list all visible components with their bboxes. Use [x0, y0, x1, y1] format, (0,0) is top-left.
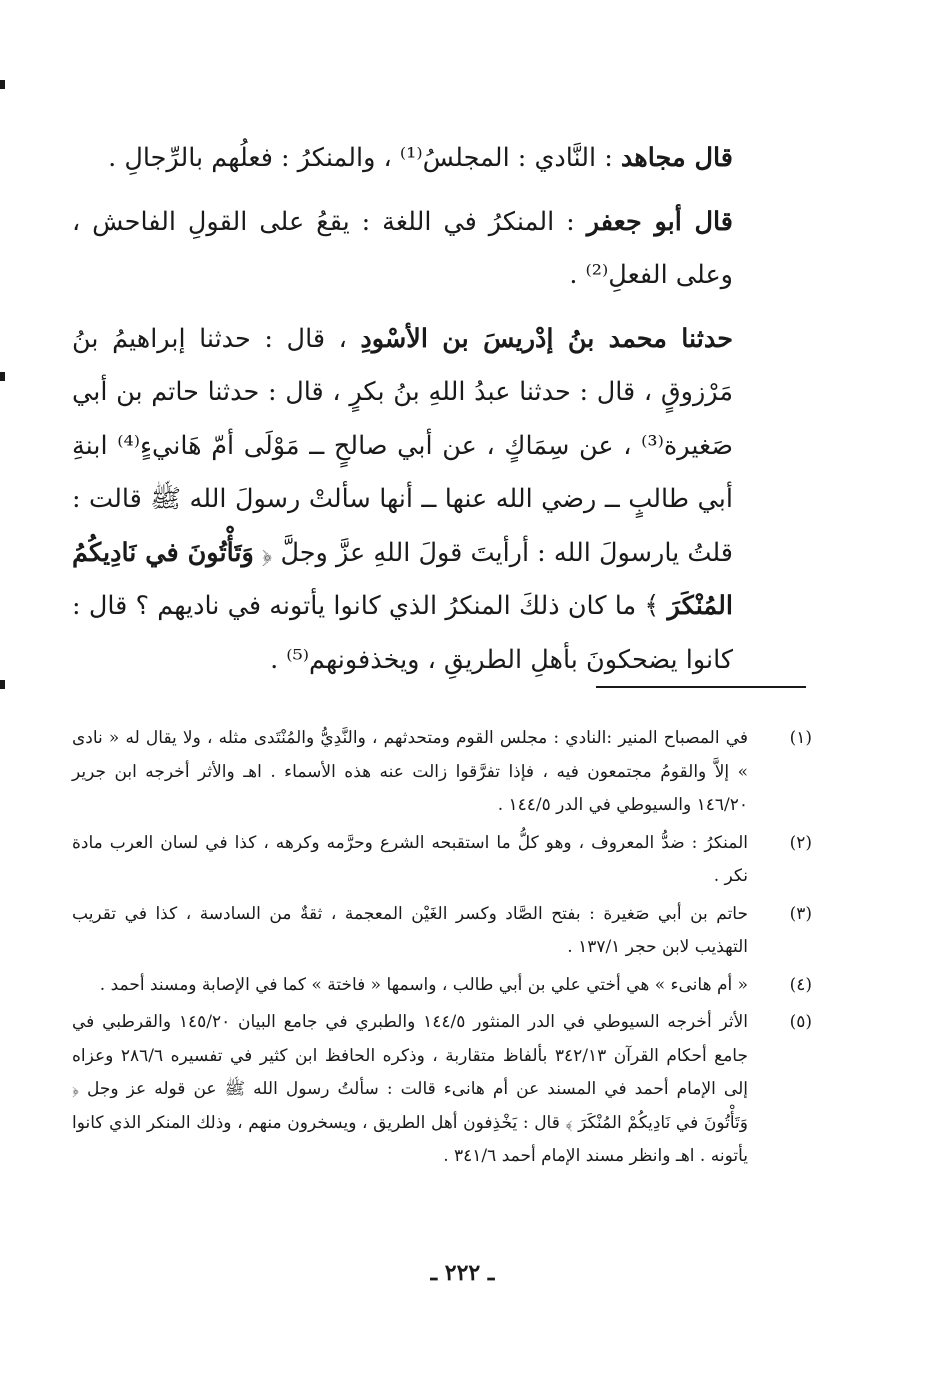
footnote — [72, 827, 812, 894]
footnote-number: (٤) — [789, 974, 812, 995]
footnote-text: « أم هانىء » هي أختي علي بن أبي طالب ، واسمها « فاختة » كما في الإصابة ومسند أحمد . — [99, 974, 748, 995]
paragraph-hadith — [72, 313, 733, 688]
paragraph-text: ﴾ ما كان ذلكَ المنكرُ الذي كانوا يأتونه في ناديهم ؟ قال : كانوا يضحكونَ بأهلِ الطريقِ ، ويخذفونهم⁽⁵⁾ . — [72, 591, 733, 675]
footnote-text: في المصباح المنير :النادي : مجلس القوم ومتحدثهم ، والنَّدِيُّ والمُنْتَدى مثله ، ولا يقال له « نادى » إلاَّ والقومُ مجتمعون فيه ، فإذا تفرَّقوا زالت عنه هذه الأسماء . اهـ والأثر أخرجه ابن جرير ١٤٦/٢٠ والسيوطي في الدر ١٤٤/٥ . — [72, 728, 748, 815]
speaker-label: قال أبو جعفر — [586, 206, 734, 237]
narrator-label: حدثنا محمد بنُ إدْريسَ بن الأسْودِ — [360, 323, 733, 354]
footnote — [72, 1006, 812, 1174]
footnote-number: (٥) — [789, 1012, 812, 1032]
footnote-text: المنكرُ : ضدُّ المعروف ، وهو كلُّ ما استقبحه الشرع وحرَّمه وكرهه ، كذا في لسان العرب مادة نكر . — [72, 832, 748, 886]
footnote — [72, 898, 812, 965]
paragraph-text: : النَّادي : المجلسُ⁽¹⁾ ، والمنكرُ : فعلُهم بالرِّجالِ . — [108, 143, 621, 173]
margin-mark — [0, 80, 5, 89]
page-number: ـ ٢٢٢ ـ — [430, 1260, 495, 1286]
speaker-label: قال مجاهد — [620, 143, 733, 173]
quran-quote: وَتَأْتُونَ في نَادِيكُمُ المُنْكَرَ — [72, 537, 733, 621]
footnote-separator — [596, 686, 806, 688]
margin-mark — [0, 680, 5, 689]
footnotes — [72, 722, 812, 1178]
paragraph-mujahid — [72, 132, 733, 186]
paragraph-text: ، قال : حدثنا إبراهيمُ بنُ مَرْزوقٍ ، قال : حدثنا عبدُ اللهِ بنُ بكرٍ ، قال : حدثنا حاتم بن أبي صَغيرة⁽³⁾ ، عن سِمَاكٍ ، عن أبي صالحٍ ــ مَوْلَى أمّ هَانيءٍ⁽⁴⁾ ابنةِ أبي طالبٍ ــ رضي الله عنها ــ أنها سألتْ رسولَ الله ﷺ قالت : قلتُ يارسولَ الله : أرأيتَ قولَ اللهِ عزَّ وجلَّ ﴿ — [72, 323, 734, 568]
paragraph-abu-jafar — [72, 196, 733, 303]
footnote-text: حاتم بن أبي صَغيرة : بفتح الصَّاد وكسر الغَيْن المعجمة ، ثقةٌ من السادسة ، كذا في تقريب التهذيب لابن حجر ١٣٧/١ . — [72, 903, 748, 957]
footnote — [72, 722, 812, 823]
paragraph-text: : المنكرُ في اللغة : يقعُ على القولِ الفاحش ، وعلى الفعلِ⁽²⁾ . — [72, 206, 733, 290]
main-text — [72, 132, 733, 687]
footnote-number: (١) — [789, 728, 812, 748]
footnote-text: الأثر أخرجه السيوطي في الدر المنثور ١٤٤/٥ والطبري في جامع البيان ١٤٥/٢٠ والقرطبي في جامع أحكام القرآن ٣٤٢/١٣ بألفاظ متقاربة ، وذكره الحافظ ابن كثير في تفسيره ٢٨٦/٦ وعزاه إلى الإمام أحمد في المسند عن أم هانىء قالت : سألتُ رسول الله ﷺ عن قوله عز وجل ﴿ وَتَأْتُونَ في نَادِيكُمْ المُنْكَرَ ﴾ قال : يَخْذِفون أهل الطريق ، ويسخرون منهم ، وذلك المنكر الذي كانوا يأتونه . اهـ وانظر مسند الإمام أحمد ٣٤١/٦ . — [72, 1012, 749, 1166]
footnote-number: (٢) — [789, 832, 812, 853]
footnote — [72, 969, 812, 1003]
margin-mark — [0, 372, 5, 381]
footnote-number: (٣) — [789, 903, 812, 924]
